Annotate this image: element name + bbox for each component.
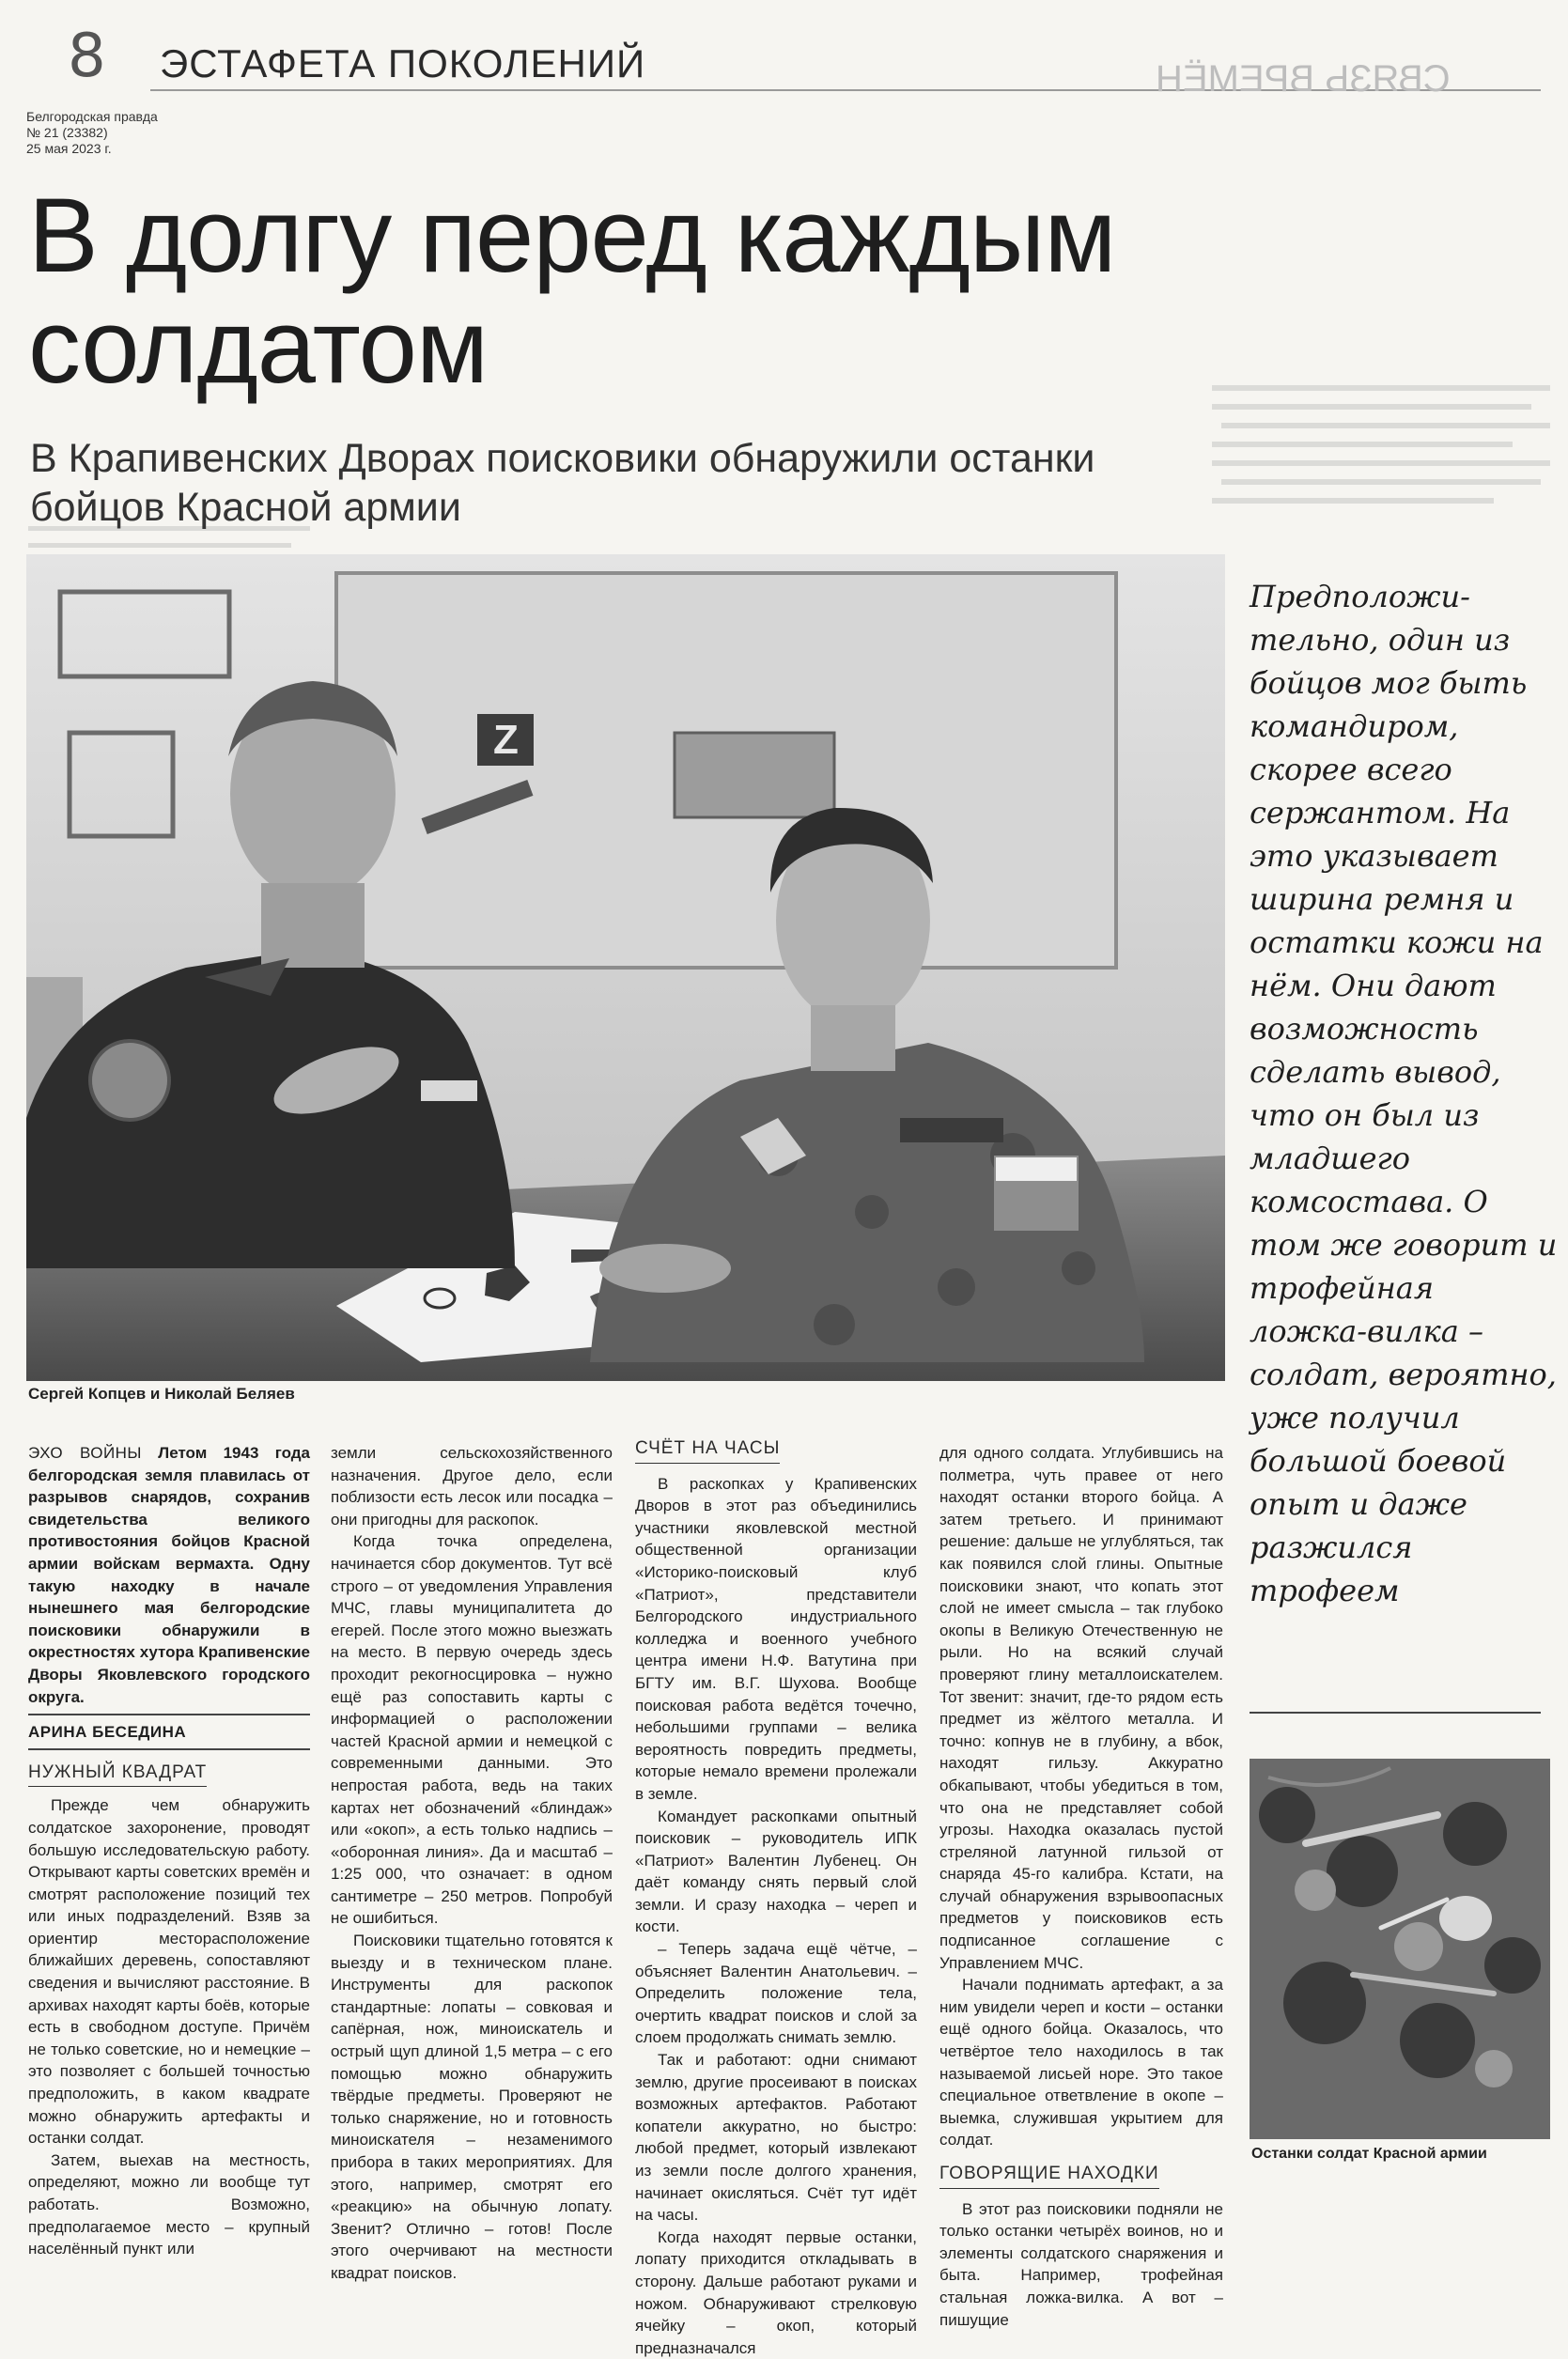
remains-photo <box>1250 1759 1550 2139</box>
column-3 <box>635 1437 917 2359</box>
section-rubric: ЭСТАФЕТА ПОКОЛЕНИЙ <box>160 41 646 85</box>
author-rule-bottom <box>28 1748 310 1750</box>
paragraph: Поисковики тщательно готовятся к выезду и в техническом плане. Инструменты для раскопок стандартные: лопаты – совковая и сапёрная, нож, миноискатель и острый щуп длиной 1,5 метра – с его помощью можно обнаружить твёрдые предметы. Проверяют не только снаряжение, но и готовность миноискателя – незаменимого прибора в таких мероприятиях. Для этого, например, смотрят его «реакцию» на обычную лопату. Звенит? Отлично – готов! После этого очерчивают на местности квадрат поисков. <box>331 1932 613 2282</box>
svg-text:Z: Z <box>493 717 519 763</box>
main-photo <box>26 554 1225 1381</box>
paragraph: В раскопках у Крапивенских Дворов в этот раз объединились участники яковлевской местной общественной организации «Историко-поисковый клуб «Патриот», представители Белгородского индустриального колледжа и военного учебного центра имени Н.Ф. Ватутина при БГТУ им. В.Г. Шухова. Вообще поисковая работа ведётся точечно, небольшими группами – велика вероятность повредить предметы, которые немало времени пролежали в земле. <box>635 1474 917 1803</box>
lead-tag: ЭХО ВОЙНЫ <box>28 1444 142 1462</box>
section-heading-1-wrap <box>28 1761 310 1788</box>
column-3-body <box>635 1473 917 2359</box>
paragraph: Так и работают: одни снимают землю, другие просеивают в поисках возможных артефактов. Работают копатели аккуратно, но быстро: любой предмет, который извлекают из земли после долгого хранения, начинает окисляться. Счёт тут идёт на часы. <box>635 2051 917 2225</box>
author-rule <box>28 1714 310 1715</box>
paragraph: Когда находят первые останки, лопату приходится откладывать в сторону. Дальше работают руками и ножом. Обнаруживают стрелковую ячейку – окоп, который предназначался <box>635 2227 917 2357</box>
paragraph: Затем, выехав на местность, определяют, можно ли вообще тут работать. Возможно, предполагаемое место – крупный населённый пункт или <box>28 2150 310 2258</box>
column-4 <box>939 1442 1223 2331</box>
paragraph: Начали поднимать артефакт, а за ним увидели череп и кости – останки ещё одного бойца. Оказалось, что четвёртое тело находилось в так называемой лисьей норе. Это такое специальное ответвление в окопе – выемка, служившая укрытием для солдат. <box>939 1976 1223 2149</box>
pull-quote: Предположи-тельно, один из бойцов мог быть командиром, скорее всего сержантом. На это указывает ширина ремня и остатки кожи на нём. Они дают возможность сделать вывод, что он был из младшего комсостава. О том же говорит и трофейная ложка-вилка – солдат, вероятно, уже получил большой боевой опыт и даже разжился трофеем <box>1250 579 1558 1608</box>
section-heading-2: СЧЁТ НА ЧАСЫ <box>635 1437 780 1464</box>
paragraph: земли сельскохозяйственного назначения. Другое дело, если поблизости есть лесок или посадка – они пригодны для раскопок. <box>331 1444 613 1529</box>
section-heading-2-wrap <box>635 1437 917 1464</box>
paragraph: Прежде чем обнаружить солдатское захоронение, проводят большую исследовательскую работу. Открывают карты советских времён и смотрят расположение позиций тех или иных подразделений. Взяв за ориентир месторасположение ближайших деревень, сопоставляют сведения и вычисляют расстояние. В архивах находят карты боёв, которые есть в свободном доступе. Причём не только советские, но и немецкие – это позволяет с большей точностью предположить, в каком квадрате можно обнаружить артефакты и останки солдат. <box>28 1796 310 2148</box>
headline <box>28 177 1531 405</box>
lead-paragraph <box>28 1442 310 1708</box>
section-heading-1: НУЖНЫЙ КВАДРАТ <box>28 1761 207 1788</box>
author-byline: АРИНА БЕСЕДИНА <box>28 1722 187 1741</box>
paragraph: Когда точка определена, начинается сбор документов. Тут всё строго – от уведомления Управления МЧС, главы муниципалитета до егерей. После этого можно выезжать на место. В первую очередь здесь проходит рекогносцировка – нужно ещё раз сопоставить карты с информацией о расположении частей Красной армии и немецкой с современными данными. Это непростая работа, ведь на таких картах нет обозначений «блиндаж» или «окоп», а есть только надпись – «оборонная линия». Да и масштаб – 1:25 000, что означает: в одном сантиметре – 250 метров. Попробуй не ошибиться. <box>331 1532 613 1928</box>
quote-rule <box>1250 1712 1541 1714</box>
column-1 <box>28 1442 310 2260</box>
paragraph: Командует раскопками опытный поисковик – руководитель ИПК «Патриот» Валентин Лубенец. Он даёт команду снять первый слой земли. И сразу находка – череп и кости. <box>635 1807 917 1936</box>
page-number: 8 <box>68 22 106 91</box>
paragraph: – Теперь задача ещё чётче, – объясняет Валентин Анатольевич. – Определить положение тела, очертить квадрат поисков и слой за слоем продолжать снимать землю. <box>635 1940 917 2047</box>
paragraph: В этот раз поисковики подняли не только останки четырёх воинов, но и элементы солдатского снаряжения и быта. Например, трофейная стальная ложка-вилка. А вот – пишущие <box>939 2199 1223 2329</box>
section-heading-3-wrap <box>939 2163 1223 2189</box>
show-through-rubric: СВЯЗЬ ВРЕМЁН <box>1156 58 1451 100</box>
photo-caption: Сергей Копцев и Николай Беляев <box>28 1385 295 1403</box>
section-heading-3: ГОВОРЯЩИЕ НАХОДКИ <box>939 2163 1159 2189</box>
headline-line-2: солдатом <box>28 287 488 405</box>
lead-text: Летом 1943 года белгородская земля плавилась от разрывов снарядов, сохранив свидетельства великого противостояния бойцов Красной армии войскам вермахта. Одну такую находку в начале нынешнего мая белгородские поисковики обнаружили в окрестностях хутора Крапивенские Дворы Яковлевского городского округа. <box>28 1444 310 1706</box>
masthead-issue: № 21 (23382) <box>26 125 108 140</box>
masthead-paper-name: Белгородская правда <box>26 109 158 124</box>
headline-line-1: В долгу перед каждым <box>28 177 1116 294</box>
subheadline: В Крапивенских Дворах поисковики обнаружили останки бойцов Красной армии <box>30 436 1095 530</box>
masthead-date: 25 мая 2023 г. <box>26 141 112 156</box>
paragraph: для одного солдата. Углубившись на полметра, чуть правее от него находят останки второго бойца. А затем третьего. И принимают решение: дальше не углубляться, так как появился слой глины. Опытные поисковики знают, что копать этот слой не имеет смысла – так глубоко окопы в Великую Отечественную не рыли. Но на всякий случай проверяют глину металлоискателем. Тот звенит: значит, где-то рядом есть предмет из жёлтого металла. И точно: копнув не в глубину, а вбок, находят гильзу. Аккуратно обкапывают, чтобы убедиться в том, что она не представляет собой угрозы. Находка оказалась пустой стреляной латунной гильзой от снаряда 45-го калибра. Кстати, на случай обнаружения взрывоопасных предметов у поисковиков есть подписанное соглашение с Управлением МЧС. <box>939 1444 1223 1972</box>
remains-photo-caption: Останки солдат Красной армии <box>1251 2146 1487 2162</box>
column-2 <box>331 1442 613 2285</box>
column-4-body-b <box>939 2198 1223 2332</box>
column-1-body <box>28 1794 310 2259</box>
